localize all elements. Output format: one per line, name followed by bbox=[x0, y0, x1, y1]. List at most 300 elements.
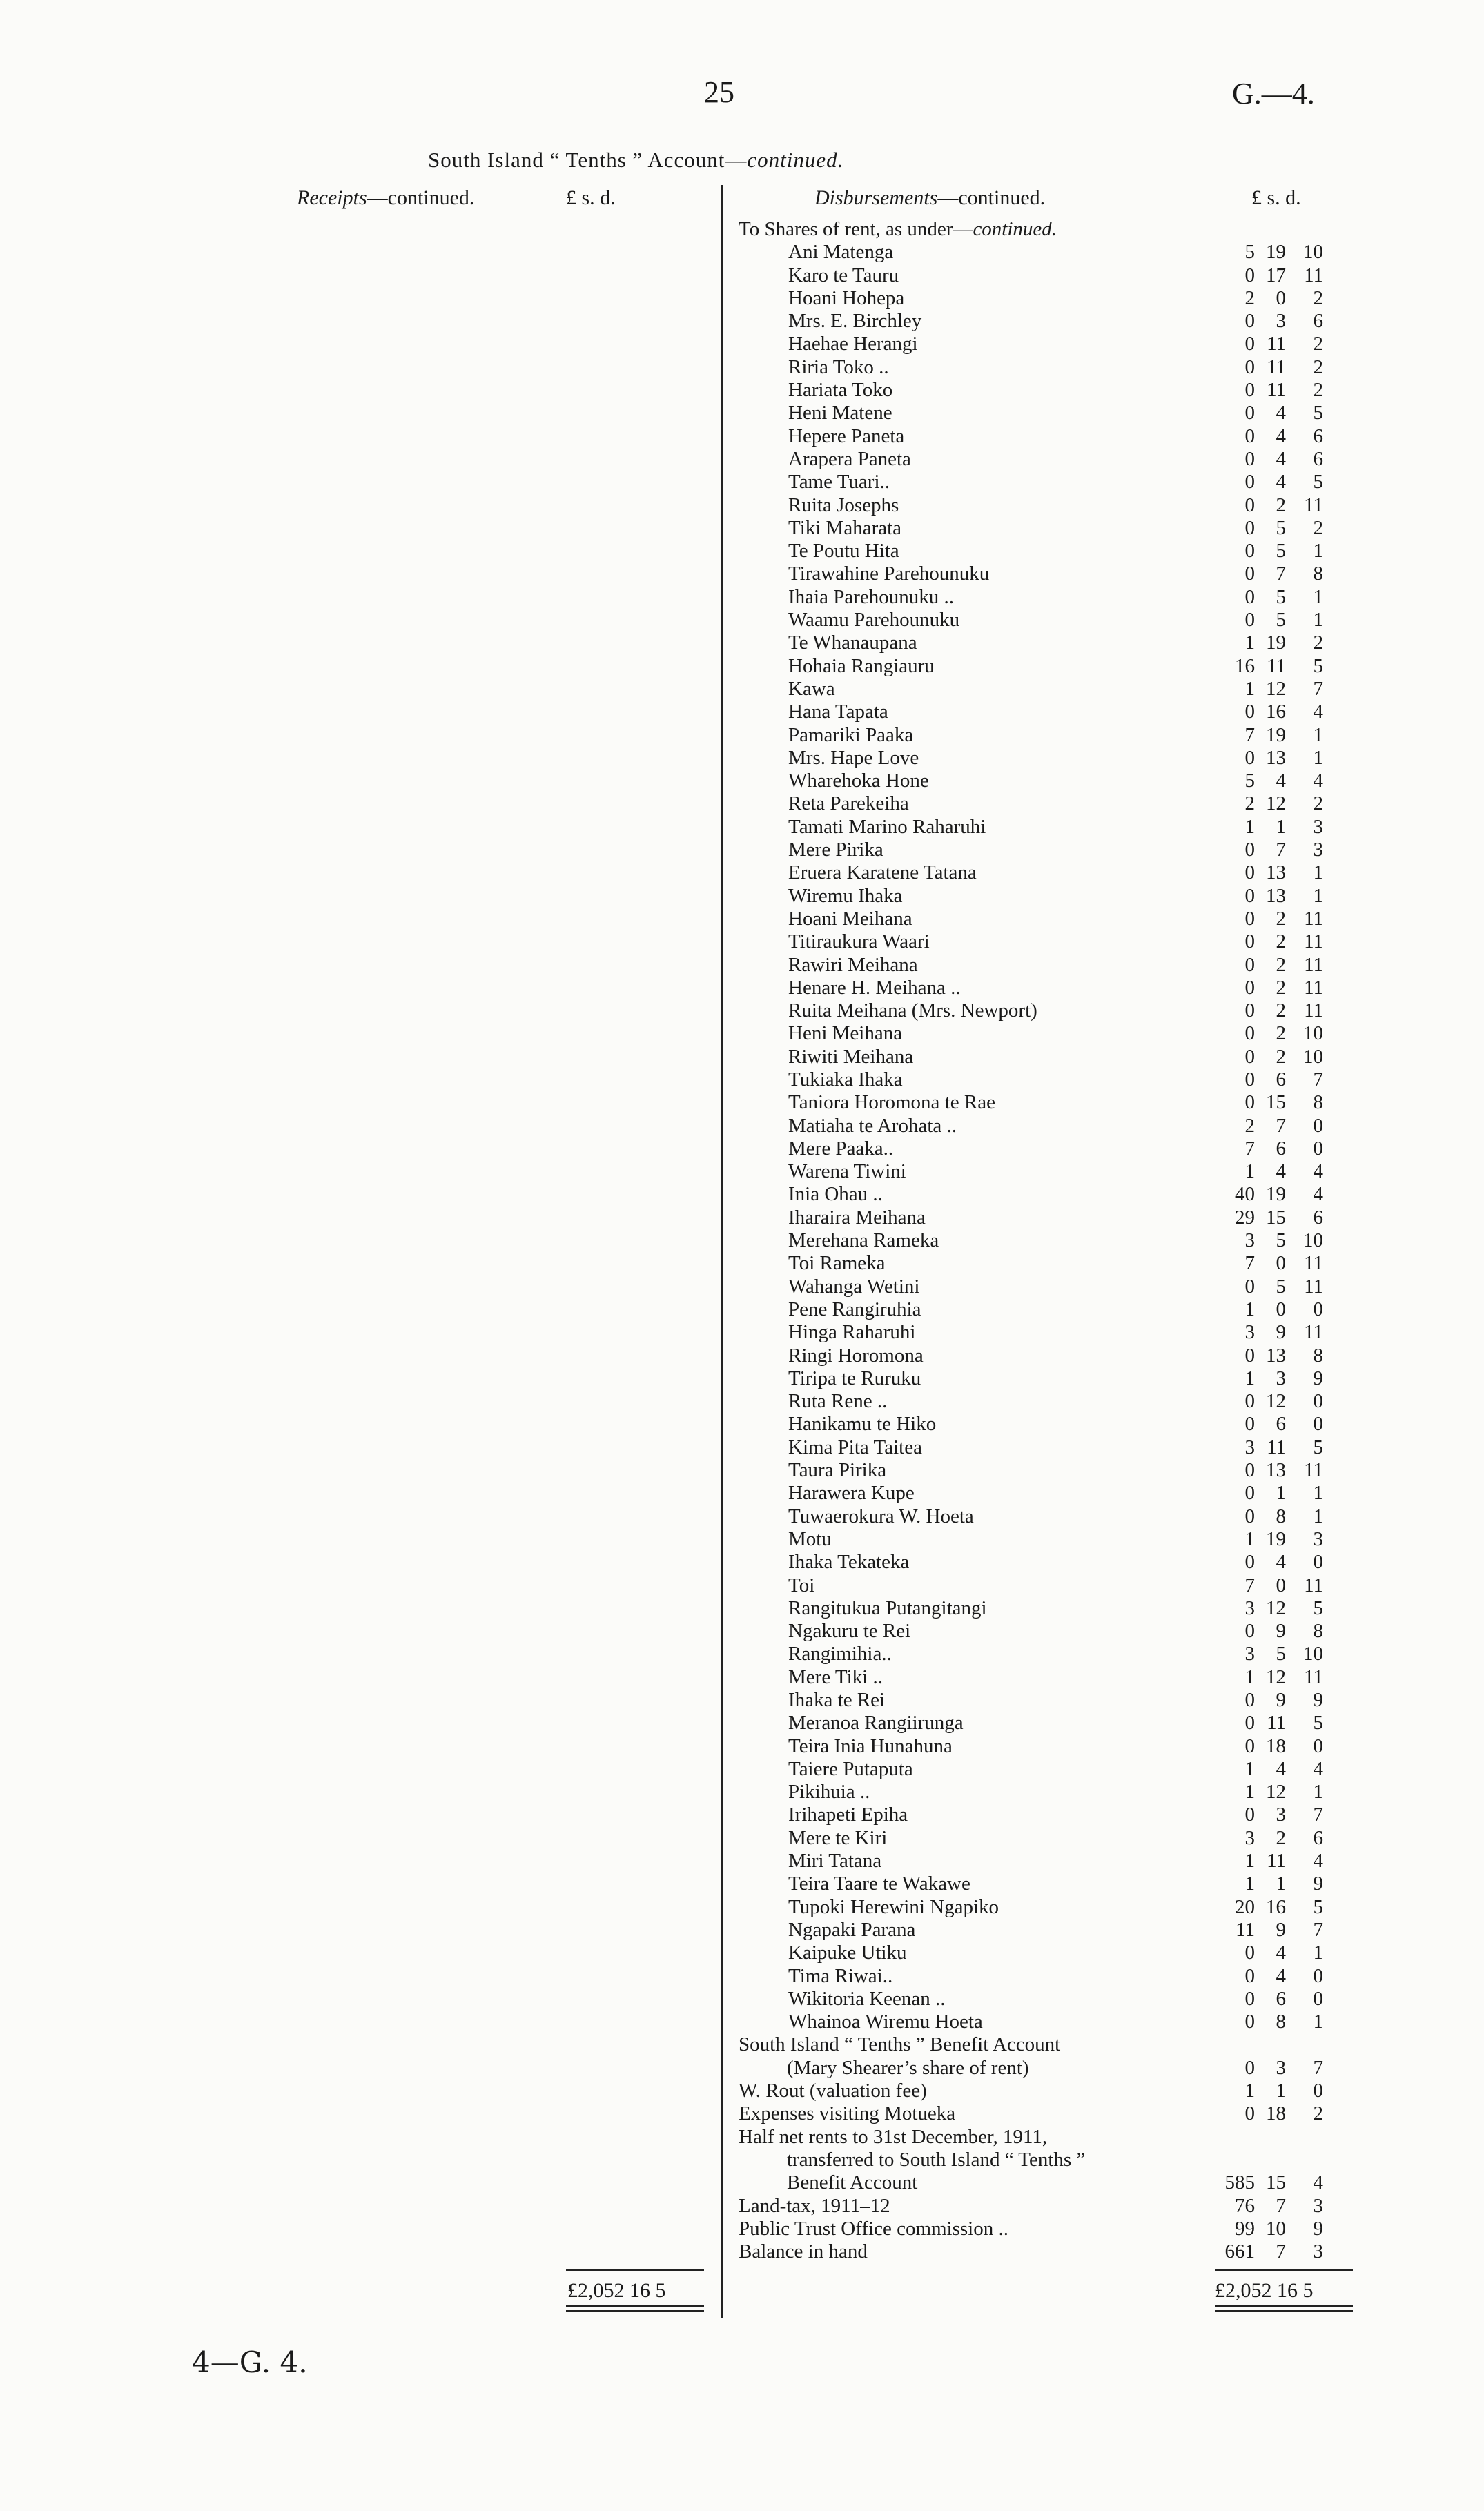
pounds-cell: 0 bbox=[1244, 402, 1255, 424]
pence-cell: 3 bbox=[1313, 839, 1323, 861]
pounds-cell: 0 bbox=[1244, 999, 1255, 1022]
pence-cell: 7 bbox=[1313, 1068, 1323, 1091]
disbursement-row bbox=[739, 1367, 1429, 1390]
pounds-cell: 1 bbox=[1244, 815, 1255, 838]
disbursement-row bbox=[739, 1413, 1429, 1436]
disbursement-label-text: Miri Tatana bbox=[788, 1850, 882, 1873]
disbursement-label-text: Waamu Parehounuku bbox=[788, 609, 960, 632]
disbursement-row bbox=[739, 1091, 1429, 1114]
disbursement-row bbox=[739, 724, 1429, 747]
pounds-cell: 1 bbox=[1244, 1665, 1255, 1688]
pounds-cell: 0 bbox=[1244, 447, 1255, 470]
pounds-cell: 0 bbox=[1244, 494, 1255, 516]
disbursement-label bbox=[788, 1505, 974, 1528]
pounds-cell: 3 bbox=[1244, 1826, 1255, 1849]
disbursement-label bbox=[788, 448, 911, 471]
disbursement-label bbox=[788, 287, 904, 310]
disbursement-row bbox=[739, 770, 1429, 792]
disbursement-row bbox=[739, 1022, 1429, 1045]
pounds-cell: 11 bbox=[1236, 1918, 1255, 1941]
pounds-cell: 2 bbox=[1244, 792, 1255, 815]
disbursement-row bbox=[739, 1758, 1429, 1781]
disbursement-row bbox=[739, 747, 1429, 770]
disbursement-label bbox=[788, 1183, 883, 1206]
disbursement-label bbox=[788, 724, 913, 747]
pounds-cell: 1 bbox=[1244, 2080, 1255, 2102]
shillings-cell: 4 bbox=[1276, 1757, 1286, 1780]
shillings-cell: 9 bbox=[1276, 1321, 1286, 1344]
disbursement-label bbox=[788, 609, 959, 632]
shillings-cell: 1 bbox=[1276, 1873, 1286, 1895]
pence-cell: 11 bbox=[1304, 953, 1323, 976]
pence-cell: 11 bbox=[1304, 930, 1323, 953]
pounds-cell: 40 bbox=[1235, 1183, 1255, 1206]
receipts-heading bbox=[297, 186, 474, 210]
pence-cell: 0 bbox=[1313, 1735, 1323, 1757]
disbursement-label-text: Heni Matene bbox=[788, 402, 892, 424]
pounds-cell: 0 bbox=[1244, 1459, 1255, 1482]
disbursement-label bbox=[788, 954, 918, 977]
disbursement-label-text: Half net rents to 31st December, 1911, bbox=[739, 2125, 1048, 2148]
pence-cell: 11 bbox=[1304, 1574, 1323, 1596]
pence-cell: 8 bbox=[1313, 1344, 1323, 1367]
disbursement-label bbox=[788, 655, 935, 678]
shillings-cell: 5 bbox=[1276, 1275, 1286, 1298]
disbursement-label-text: Public Trust Office commission .. bbox=[739, 2217, 1008, 2240]
disbursement-label-text: Toi bbox=[788, 1574, 815, 1596]
shillings-cell: 4 bbox=[1276, 1942, 1286, 1964]
shillings-cell: 0 bbox=[1276, 286, 1286, 309]
pence-cell: 1 bbox=[1313, 1505, 1323, 1527]
shillings-cell: 11 bbox=[1267, 654, 1286, 677]
disbursement-label-text: Ihaka Tekateka bbox=[788, 1551, 910, 1574]
pence-cell: 5 bbox=[1313, 1436, 1323, 1458]
pounds-cell: 585 bbox=[1224, 2171, 1255, 2194]
disbursement-row bbox=[739, 287, 1429, 310]
disbursement-row bbox=[739, 2102, 1429, 2125]
pounds-cell: 3 bbox=[1244, 1321, 1255, 1344]
disbursement-label-text: Mere te Kiri bbox=[788, 1826, 888, 1849]
disbursements-total-rule-bottom-1 bbox=[1215, 2305, 1353, 2307]
shillings-cell: 2 bbox=[1276, 1045, 1286, 1068]
disbursement-label-text: Whainoa Wiremu Hoeta bbox=[788, 2011, 983, 2033]
disbursement-label bbox=[788, 494, 899, 517]
disbursement-label-text: Tukiaka Ihaka bbox=[788, 1068, 903, 1091]
pence-cell: 4 bbox=[1313, 1160, 1323, 1183]
pounds-cell: 1 bbox=[1244, 1757, 1255, 1780]
shillings-cell: 19 bbox=[1266, 632, 1286, 654]
pounds-cell: 1 bbox=[1244, 1781, 1255, 1804]
disbursement-row bbox=[739, 609, 1429, 632]
disbursement-label-text: Tamati Marino Raharuhi bbox=[788, 815, 986, 838]
disbursement-label bbox=[788, 770, 929, 792]
disbursement-label bbox=[788, 1298, 921, 1321]
shillings-cell: 0 bbox=[1276, 1298, 1286, 1320]
disbursement-row bbox=[739, 1919, 1429, 1942]
disbursement-row bbox=[739, 1345, 1429, 1367]
disbursement-label bbox=[788, 1115, 957, 1137]
disbursement-label-text: Mrs. E. Birchley bbox=[788, 310, 922, 333]
shillings-cell: 13 bbox=[1266, 746, 1286, 769]
shillings-cell: 12 bbox=[1266, 792, 1286, 815]
disbursement-label bbox=[788, 1597, 987, 1620]
disbursement-label bbox=[739, 2240, 868, 2263]
disbursement-label bbox=[788, 977, 961, 999]
pence-cell: 11 bbox=[1304, 999, 1323, 1022]
disbursement-label bbox=[788, 471, 890, 494]
pence-cell: 7 bbox=[1313, 677, 1323, 700]
shillings-cell: 4 bbox=[1276, 447, 1286, 470]
shillings-cell: 12 bbox=[1266, 1390, 1286, 1413]
disbursement-row bbox=[739, 1459, 1429, 1482]
disbursement-label bbox=[788, 1666, 883, 1689]
disbursement-label-text: Tirawahine Parehounuku bbox=[788, 563, 990, 585]
disbursement-label bbox=[788, 1735, 953, 1758]
disbursement-row bbox=[739, 816, 1429, 839]
pounds-cell: 7 bbox=[1244, 1252, 1255, 1275]
disbursement-row bbox=[739, 1988, 1429, 2011]
pounds-cell: 2 bbox=[1244, 286, 1255, 309]
disbursement-label-text: Hinga Raharuhi bbox=[788, 1321, 916, 1344]
pence-cell: 0 bbox=[1313, 1987, 1323, 2010]
disbursement-label bbox=[788, 1896, 999, 1919]
pounds-cell: 0 bbox=[1244, 930, 1255, 953]
disbursement-label-text: Rangitukua Putangitangi bbox=[788, 1596, 987, 1619]
shillings-cell: 6 bbox=[1276, 1137, 1286, 1160]
disbursement-row bbox=[739, 2080, 1429, 2102]
disbursements-heading-rest: —continued. bbox=[937, 186, 1046, 209]
disbursement-row bbox=[739, 471, 1429, 494]
disbursement-label-text: Teira Inia Hunahuna bbox=[788, 1735, 953, 1757]
pence-cell: 0 bbox=[1313, 1551, 1323, 1574]
disbursement-label-text: Reta Parekeiha bbox=[788, 792, 909, 815]
pence-cell: 7 bbox=[1313, 2056, 1323, 2079]
pounds-cell: 0 bbox=[1244, 861, 1255, 884]
disbursement-row bbox=[739, 2171, 1429, 2194]
shillings-cell: 16 bbox=[1266, 1895, 1286, 1918]
disbursement-row bbox=[739, 1068, 1429, 1091]
disbursement-label-text: Karo te Tauru bbox=[788, 264, 899, 286]
disbursement-label-text: Hoani Hohepa bbox=[788, 286, 905, 309]
pence-cell: 1 bbox=[1313, 1482, 1323, 1505]
pounds-cell: 76 bbox=[1235, 2194, 1255, 2217]
disbursement-row bbox=[739, 2057, 1429, 2080]
disbursement-row bbox=[739, 517, 1429, 540]
pounds-cell: 0 bbox=[1244, 333, 1255, 355]
disbursements-total: £2,052 16 5 bbox=[1215, 2279, 1314, 2302]
disbursement-label bbox=[788, 1022, 902, 1045]
disbursement-label bbox=[788, 678, 835, 701]
disbursement-label-text: Ngakuru te Rei bbox=[788, 1620, 911, 1643]
pounds-cell: 0 bbox=[1244, 1964, 1255, 1987]
pounds-cell: 0 bbox=[1244, 1022, 1255, 1045]
pence-cell: 11 bbox=[1304, 264, 1323, 286]
disbursement-row bbox=[739, 792, 1429, 815]
disbursement-label bbox=[788, 930, 930, 953]
disbursement-row bbox=[739, 1046, 1429, 1068]
pence-cell: 1 bbox=[1313, 609, 1323, 632]
disbursement-label bbox=[788, 1827, 887, 1850]
receipts-heading-rest: —continued. bbox=[367, 186, 475, 209]
disbursement-row bbox=[739, 2195, 1429, 2218]
disbursement-label bbox=[788, 861, 977, 884]
pence-cell: 10 bbox=[1303, 241, 1323, 264]
pence-cell: 4 bbox=[1313, 770, 1323, 792]
disbursement-row bbox=[739, 2011, 1429, 2033]
shillings-cell: 1 bbox=[1276, 815, 1286, 838]
pounds-cell: 0 bbox=[1244, 1712, 1255, 1735]
disbursement-label-text: Taniora Horomona te Rae bbox=[788, 1091, 995, 1114]
disbursement-label bbox=[788, 264, 899, 287]
pounds-cell: 5 bbox=[1244, 241, 1255, 264]
pence-cell: 9 bbox=[1313, 1689, 1323, 1711]
disbursement-row bbox=[739, 861, 1429, 884]
pence-cell: 10 bbox=[1303, 1022, 1323, 1045]
disbursement-label bbox=[788, 517, 901, 540]
shillings-cell: 12 bbox=[1266, 1596, 1286, 1619]
disbursement-label-text: Land-tax, 1911–12 bbox=[739, 2194, 890, 2217]
pence-cell: 0 bbox=[1313, 1413, 1323, 1436]
pounds-cell: 661 bbox=[1224, 2240, 1255, 2263]
pence-cell: 2 bbox=[1313, 333, 1323, 355]
disbursement-label-text: Inia Ohau .. bbox=[788, 1183, 883, 1206]
pounds-cell: 1 bbox=[1244, 1298, 1255, 1320]
disbursement-label-text: Riwiti Meihana bbox=[788, 1045, 914, 1068]
shillings-cell: 19 bbox=[1266, 1183, 1286, 1206]
disbursement-label-text: To Shares of rent, as under— bbox=[739, 218, 973, 240]
disbursement-row bbox=[739, 1276, 1429, 1298]
disbursement-row bbox=[739, 1597, 1429, 1620]
shillings-cell: 19 bbox=[1266, 723, 1286, 746]
pounds-cell: 3 bbox=[1244, 1436, 1255, 1458]
pounds-cell: 0 bbox=[1244, 424, 1255, 447]
disbursement-label bbox=[788, 1068, 903, 1091]
disbursement-label-text: Kima Pita Taitea bbox=[788, 1436, 922, 1458]
shillings-cell: 5 bbox=[1276, 585, 1286, 608]
pounds-cell: 0 bbox=[1244, 976, 1255, 999]
shillings-cell: 6 bbox=[1276, 1413, 1286, 1436]
disbursement-row bbox=[739, 1712, 1429, 1735]
pence-cell: 10 bbox=[1303, 1229, 1323, 1252]
pence-cell: 1 bbox=[1313, 585, 1323, 608]
pence-cell: 4 bbox=[1313, 1850, 1323, 1873]
disbursement-label-text: Pikihuia .. bbox=[788, 1781, 870, 1804]
disbursement-label bbox=[788, 1551, 909, 1574]
pence-cell: 0 bbox=[1313, 1390, 1323, 1413]
pence-cell: 3 bbox=[1313, 815, 1323, 838]
disbursement-row bbox=[739, 241, 1429, 264]
disbursement-label-text: Riria Toko .. bbox=[788, 355, 889, 378]
disbursement-label-text: Hariata Toko bbox=[788, 379, 893, 402]
pounds-cell: 0 bbox=[1244, 1091, 1255, 1114]
pounds-cell: 0 bbox=[1244, 1735, 1255, 1757]
pounds-cell: 1 bbox=[1244, 677, 1255, 700]
disbursement-label bbox=[787, 2057, 1029, 2080]
disbursement-row bbox=[739, 1896, 1429, 1919]
shillings-cell: 1 bbox=[1276, 2080, 1286, 2102]
pence-cell: 11 bbox=[1304, 907, 1323, 930]
disbursement-label-text: Ihaka te Rei bbox=[788, 1689, 886, 1711]
shillings-cell: 2 bbox=[1276, 976, 1286, 999]
disbursement-label bbox=[788, 1367, 921, 1390]
disbursement-label-text: Ruita Meihana (Mrs. Newport) bbox=[788, 999, 1037, 1022]
disbursement-label-text: Balance in hand bbox=[739, 2240, 868, 2263]
disbursement-row bbox=[739, 839, 1429, 861]
shillings-cell: 5 bbox=[1276, 609, 1286, 632]
disbursement-label-text: W. Rout (valuation fee) bbox=[739, 2080, 927, 2102]
pounds-cell: 0 bbox=[1244, 355, 1255, 378]
disbursement-label-text: Ani Matenga bbox=[788, 241, 894, 264]
pounds-cell: 20 bbox=[1235, 1895, 1255, 1918]
shillings-cell: 9 bbox=[1276, 1918, 1286, 1941]
disbursement-row bbox=[739, 999, 1429, 1022]
shillings-cell: 18 bbox=[1266, 1735, 1286, 1757]
disbursement-label bbox=[788, 241, 893, 264]
pence-cell: 11 bbox=[1304, 494, 1323, 516]
shillings-cell: 15 bbox=[1266, 1091, 1286, 1114]
disbursement-row bbox=[739, 1551, 1429, 1574]
pence-cell: 11 bbox=[1304, 1665, 1323, 1688]
pounds-cell: 1 bbox=[1244, 1873, 1255, 1895]
disbursement-label bbox=[788, 1482, 915, 1505]
disbursement-label bbox=[788, 425, 904, 448]
pounds-cell: 5 bbox=[1244, 770, 1255, 792]
disbursements-table bbox=[739, 218, 1429, 2263]
disbursement-row bbox=[739, 1482, 1429, 1505]
disbursement-row bbox=[739, 1850, 1429, 1873]
disbursement-label bbox=[788, 885, 903, 908]
disbursement-label-text: Titiraukura Waari bbox=[788, 930, 930, 953]
shillings-cell: 11 bbox=[1267, 355, 1286, 378]
shillings-cell: 11 bbox=[1267, 1712, 1286, 1735]
pounds-cell: 0 bbox=[1244, 1804, 1255, 1826]
disbursement-label bbox=[788, 1919, 915, 1942]
shillings-cell: 3 bbox=[1276, 2056, 1286, 2079]
receipts-total-rule-bottom-1 bbox=[566, 2305, 704, 2307]
document-code: G.—4. bbox=[1232, 77, 1315, 110]
shillings-cell: 6 bbox=[1276, 1068, 1286, 1091]
pounds-cell: 0 bbox=[1244, 1045, 1255, 1068]
disbursement-label bbox=[788, 632, 917, 654]
shillings-cell: 7 bbox=[1276, 1114, 1286, 1137]
disbursement-label bbox=[788, 701, 888, 723]
disbursement-label-text: Toi Rameka bbox=[788, 1252, 886, 1275]
disbursement-row bbox=[739, 2240, 1429, 2263]
pounds-cell: 0 bbox=[1244, 1620, 1255, 1643]
disbursements-total-rule-bottom-2 bbox=[1215, 2310, 1353, 2312]
shillings-cell: 0 bbox=[1276, 1574, 1286, 1596]
disbursement-label-text: Wikitoria Keenan .. bbox=[788, 1987, 946, 2010]
pence-cell: 6 bbox=[1313, 1826, 1323, 1849]
disbursement-label-text: Rangimihia.. bbox=[788, 1643, 892, 1665]
disbursement-label-text: Arapera Paneta bbox=[788, 447, 911, 470]
disbursement-row bbox=[739, 1827, 1429, 1850]
disbursement-label-text: Taiere Putaputa bbox=[788, 1757, 913, 1780]
pence-cell: 4 bbox=[1313, 2171, 1323, 2194]
pounds-cell: 7 bbox=[1244, 1137, 1255, 1160]
pounds-cell: 0 bbox=[1244, 1068, 1255, 1091]
disbursement-row bbox=[739, 310, 1429, 333]
disbursement-label bbox=[787, 2171, 917, 2194]
column-divider bbox=[721, 185, 723, 2318]
pence-cell: 8 bbox=[1313, 1620, 1323, 1643]
disbursement-label bbox=[788, 1574, 814, 1597]
shillings-cell: 2 bbox=[1276, 907, 1286, 930]
disbursement-label-text: transferred to South Island “ Tenths ” bbox=[787, 2148, 1086, 2171]
disbursement-label bbox=[788, 792, 909, 815]
pounds-cell: 0 bbox=[1244, 953, 1255, 976]
disbursement-label bbox=[788, 816, 986, 839]
shillings-cell: 11 bbox=[1267, 1436, 1286, 1458]
disbursement-label bbox=[739, 218, 1057, 241]
disbursement-label bbox=[788, 1252, 886, 1275]
pence-cell: 0 bbox=[1313, 1114, 1323, 1137]
disbursement-row bbox=[739, 678, 1429, 701]
shillings-cell: 8 bbox=[1276, 2011, 1286, 2033]
disbursement-label-text: Irihapeti Epiha bbox=[788, 1804, 908, 1826]
disbursement-label bbox=[788, 1321, 915, 1344]
disbursement-row bbox=[739, 1252, 1429, 1275]
disbursement-label bbox=[788, 333, 918, 355]
title-continued: continued. bbox=[747, 148, 844, 172]
shillings-cell: 2 bbox=[1276, 1826, 1286, 1849]
pounds-cell: 0 bbox=[1244, 563, 1255, 585]
disbursement-label bbox=[788, 1620, 910, 1643]
shillings-cell: 7 bbox=[1276, 839, 1286, 861]
disbursement-label-text: Benefit Account bbox=[787, 2171, 918, 2194]
disbursement-label-text: (Mary Shearer’s share of rent) bbox=[787, 2056, 1029, 2079]
disbursement-label-text: Matiaha te Arohata .. bbox=[788, 1114, 957, 1137]
disbursement-label bbox=[788, 1206, 926, 1229]
disbursement-row bbox=[739, 425, 1429, 448]
pence-cell: 8 bbox=[1313, 563, 1323, 585]
disbursement-label bbox=[788, 999, 1037, 1022]
page-number: 25 bbox=[704, 75, 734, 109]
pence-cell: 9 bbox=[1313, 1873, 1323, 1895]
shillings-cell: 13 bbox=[1266, 1344, 1286, 1367]
pence-cell: 1 bbox=[1313, 1781, 1323, 1804]
disbursement-row bbox=[739, 586, 1429, 609]
pence-cell: 0 bbox=[1313, 1964, 1323, 1987]
pounds-cell: 0 bbox=[1244, 1413, 1255, 1436]
shillings-cell: 4 bbox=[1276, 1964, 1286, 1987]
disbursement-row bbox=[739, 954, 1429, 977]
disbursement-row bbox=[739, 977, 1429, 999]
pounds-cell: 0 bbox=[1244, 884, 1255, 907]
disbursement-label bbox=[788, 1276, 919, 1298]
disbursement-label bbox=[739, 2126, 1047, 2149]
pence-cell: 1 bbox=[1313, 861, 1323, 884]
pounds-cell: 0 bbox=[1244, 585, 1255, 608]
pounds-cell: 0 bbox=[1244, 1275, 1255, 1298]
pounds-cell: 1 bbox=[1244, 632, 1255, 654]
pounds-cell: 29 bbox=[1235, 1206, 1255, 1229]
shillings-cell: 10 bbox=[1266, 2217, 1286, 2240]
disbursement-label-text: Te Poutu Hita bbox=[788, 540, 899, 563]
disbursement-label bbox=[788, 1091, 995, 1114]
disbursement-row bbox=[739, 1942, 1429, 1964]
disbursement-row bbox=[739, 1873, 1429, 1895]
disbursement-label-text: Haehae Herangi bbox=[788, 333, 918, 355]
disbursement-row bbox=[739, 1689, 1429, 1712]
pounds-cell: 0 bbox=[1244, 2056, 1255, 2079]
pounds-cell: 99 bbox=[1235, 2217, 1255, 2240]
pence-cell: 10 bbox=[1303, 1045, 1323, 1068]
pence-cell: 5 bbox=[1313, 1596, 1323, 1619]
pence-cell: 2 bbox=[1313, 632, 1323, 654]
shillings-cell: 7 bbox=[1276, 2194, 1286, 2217]
disbursement-label-text: Hanikamu te Hiko bbox=[788, 1413, 937, 1436]
